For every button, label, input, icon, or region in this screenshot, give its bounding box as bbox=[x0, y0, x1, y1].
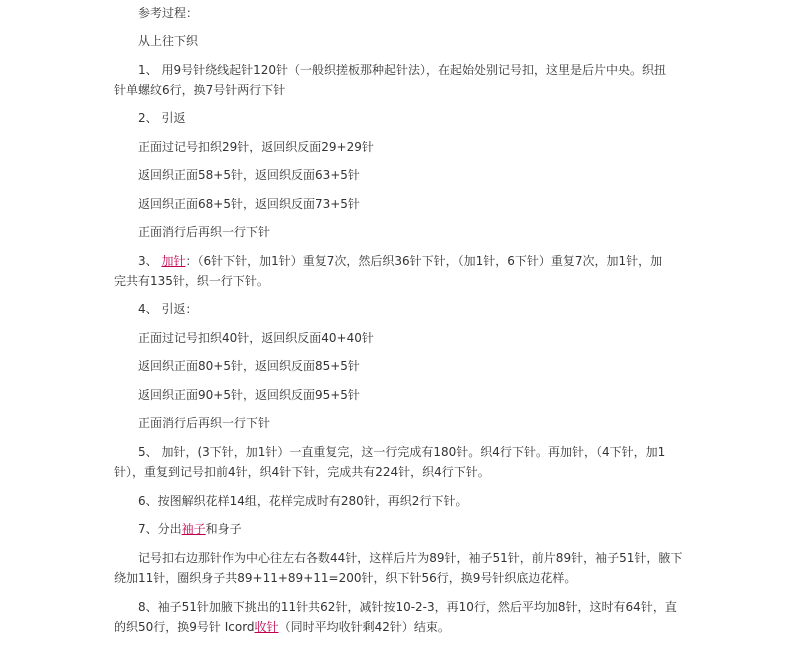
step-7-prefix: 7、分出 bbox=[138, 522, 182, 536]
step-2-row-2: 返回织正面58+5针，返回织反面63+5针 bbox=[138, 168, 360, 182]
para-7-line-1: 记号扣右边那针作为中心往左右各数44针，这样后片为89针，袖子51针，前片89针，袖子51针，腋下 bbox=[138, 551, 683, 565]
step-7 bbox=[138, 521, 242, 537]
step-4-heading: 4、 引返： bbox=[138, 302, 198, 316]
step-2-heading: 2、 引返 bbox=[138, 111, 186, 125]
section-subtitle: 从上往下织 bbox=[138, 34, 199, 48]
step-3-prefix: 3、 bbox=[138, 254, 162, 268]
step-4-row-3: 返回织正面90+5针，返回织反面95+5针 bbox=[138, 388, 360, 402]
link-xiuzi[interactable]: 袖子 bbox=[181, 522, 206, 536]
step-4-row-2: 返回织正面80+5针，返回织反面85+5针 bbox=[138, 359, 360, 373]
para-7-line-2: 绕加11针，圈织身子共89+11+89+11=200针，织下针56行，换9号针织底边花样。 bbox=[114, 571, 577, 585]
step-8-line-2-prefix: 的织50行，换9号针 Icord bbox=[114, 620, 255, 634]
step-2-row-1: 正面过记号扣织29针，返回织反面29+29针 bbox=[138, 140, 374, 154]
step-8-line-2 bbox=[114, 619, 450, 635]
step-4-row-1: 正面过记号扣织40针，返回织反面40+40针 bbox=[138, 331, 374, 345]
step-5-line-2: 针），重复到记号扣前4针，织4针下针，完成共有224针，织4行下针。 bbox=[114, 465, 490, 479]
step-3-rest: ：（6针下针，加1针）重复7次，然后织36针下针，（加1针，6下针）重复7次，加1针，加 bbox=[185, 254, 663, 268]
step-3-line-2: 完共有135针，织一行下针。 bbox=[114, 274, 269, 288]
link-shouzhen[interactable]: 收针 bbox=[254, 620, 279, 634]
step-4-row-4: 正面消行后再织一行下针 bbox=[138, 416, 271, 430]
link-jiazhen[interactable]: 加针 bbox=[161, 254, 186, 268]
step-1-line-1: 1、 用9号针绕线起针120针（一般织搓板那种起针法），在起始处别记号扣，这里是后片中央。织扭 bbox=[138, 63, 666, 77]
step-7-suffix: 和身子 bbox=[205, 522, 242, 536]
step-3-line-1 bbox=[138, 253, 662, 269]
step-2-row-4: 正面消行后再织一行下针 bbox=[138, 225, 271, 239]
step-8-line-2-suffix: （同时平均收针剩42针）结束。 bbox=[278, 620, 450, 634]
step-2-row-3: 返回织正面68+5针，返回织反面73+5针 bbox=[138, 197, 360, 211]
step-6: 6、按图解织花样14组，花样完成时有280针，再织2行下针。 bbox=[138, 494, 468, 508]
section-title: 参考过程： bbox=[138, 6, 199, 20]
step-5-line-1: 5、 加针，(3下针，加1针）一直重复完，这一行完成有180针。织4行下针。再加针，（4下针，加1 bbox=[138, 445, 666, 459]
step-8-line-1: 8、袖子51针加腋下挑出的11针共62针，减针按10-2-3，再10行，然后平均加8针，这时有64针，直 bbox=[138, 600, 677, 614]
step-1-line-2: 针单螺纹6行，换7号针两行下针 bbox=[114, 83, 286, 97]
